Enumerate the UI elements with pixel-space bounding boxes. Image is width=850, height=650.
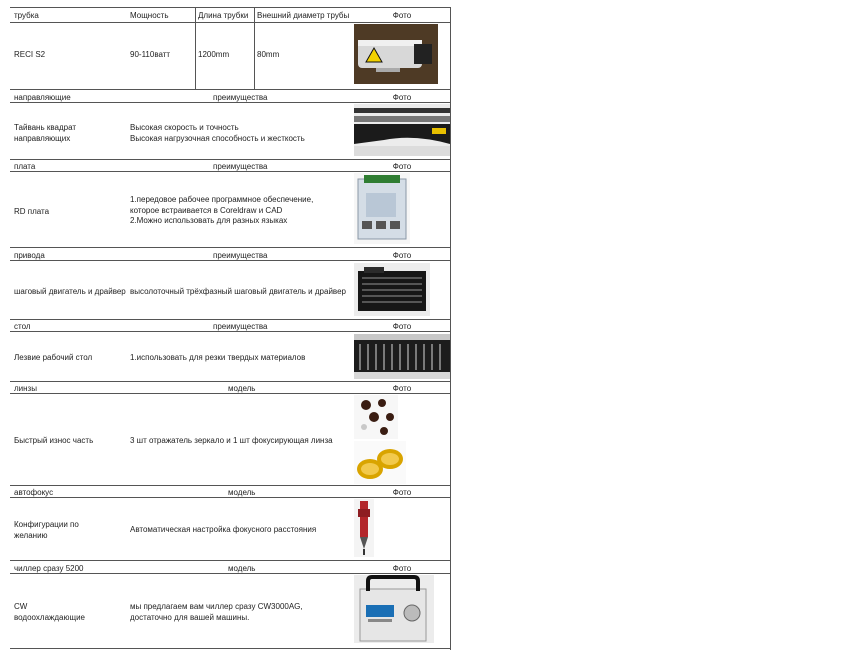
row-divider: [10, 381, 451, 382]
header-diameter: Внешний диаметр трубы: [257, 11, 350, 20]
row-divider: [10, 89, 451, 90]
chiller-photo: [354, 575, 434, 643]
drive-name: шаговый двигатель и драйвер: [14, 287, 126, 296]
drive-header-label: привода: [14, 251, 45, 260]
row-divider: [10, 159, 451, 160]
chiller-name-line: CW: [14, 602, 28, 611]
row-divider: [10, 7, 451, 8]
lens-header-photo: Фото: [392, 384, 412, 393]
lens-desc: 3 шт отражатель зеркало и 1 шт фокусирующая линза: [130, 436, 333, 445]
lens-header-label: линзы: [14, 384, 37, 393]
header-tube: трубка: [14, 11, 39, 20]
header-power: Мощность: [130, 11, 169, 20]
drive-header-photo: Фото: [392, 251, 412, 260]
board-name: RD плата: [14, 207, 50, 216]
stepper-driver-photo: [354, 263, 430, 316]
guides-name-line: Тайвань квадрат: [14, 123, 77, 132]
board-desc-line: которое встраивается в Coreldraw и CAD: [130, 206, 283, 215]
spec-table: [10, 7, 451, 650]
autofocus-name-line: желанию: [14, 531, 48, 540]
guides-header-label: направляющие: [14, 93, 71, 102]
row-divider: [10, 247, 451, 248]
board-desc-line: 1.передовое рабочее программное обеспечение,: [130, 195, 314, 204]
tube-diameter: 80mm: [257, 50, 280, 59]
guides-name-line: направляющих: [14, 134, 71, 143]
laser-tube-photo: [354, 24, 438, 84]
focus-lens-photo: [354, 441, 406, 484]
guides-desc-line: Высокая нагрузочная способность и жесткость: [130, 134, 305, 143]
row-divider: [10, 648, 451, 649]
mirror-set-photo: [354, 395, 398, 439]
autofocus-header-label: автофокус: [14, 488, 54, 497]
autofocus-header-photo: Фото: [392, 488, 412, 497]
row-divider: [10, 319, 451, 320]
autofocus-header-mid: модель: [228, 488, 256, 497]
lens-name: Быстрый износ часть: [14, 436, 94, 445]
row-divider: [10, 560, 451, 561]
guides-header-photo: Фото: [392, 93, 412, 102]
blade-table-photo: [354, 334, 450, 379]
drive-header-mid: преимущества: [213, 251, 268, 260]
chiller-header-photo: Фото: [392, 564, 412, 573]
board-header-label: плата: [14, 162, 36, 171]
table-header-mid: преимущества: [213, 322, 268, 331]
table-name: Лезвие рабочий стол: [14, 353, 93, 362]
column-divider: [254, 7, 255, 89]
tube-name: RECI S2: [14, 50, 46, 59]
column-divider: [195, 7, 196, 89]
chiller-desc-line: достаточно для вашей машины.: [130, 613, 250, 622]
header-length: Длина трубки: [198, 11, 249, 20]
board-desc-line: 2.Можно использовать для разных языках: [130, 216, 288, 225]
board-header-photo: Фото: [392, 162, 412, 171]
chiller-header-mid: модель: [228, 564, 256, 573]
header-photo: Фото: [392, 11, 412, 20]
autofocus-head-photo: [354, 499, 374, 557]
controller-board-photo: [354, 173, 410, 244]
tube-length: 1200mm: [198, 50, 230, 59]
linear-guide-photo: [354, 104, 450, 156]
table-header-label: стол: [14, 322, 31, 331]
row-divider: [10, 22, 451, 23]
table-right-border: [450, 7, 451, 650]
chiller-name-line: водоохлаждающие: [14, 613, 85, 622]
autofocus-name-line: Конфигурации по: [14, 520, 79, 529]
row-divider: [10, 485, 451, 486]
guides-desc-line: Высокая скорость и точность: [130, 123, 239, 132]
tube-power: 90-110ватт: [130, 50, 171, 59]
drive-desc: высолоточный трёхфазный шаговый двигатель и драйвер: [130, 287, 346, 296]
chiller-header-label: чиллер сразу 5200: [14, 564, 84, 573]
table-desc: 1.использовать для резки твердых материалов: [130, 353, 306, 362]
lens-header-mid: модель: [228, 384, 256, 393]
chiller-desc-line: мы предлагаем вам чиллер сразу CW3000AG,: [130, 602, 303, 611]
board-header-mid: преимущества: [213, 162, 268, 171]
table-header-photo: Фото: [392, 322, 412, 331]
guides-header-mid: преимущества: [213, 93, 268, 102]
autofocus-desc: Автоматическая настройка фокусного расстояния: [130, 525, 317, 534]
